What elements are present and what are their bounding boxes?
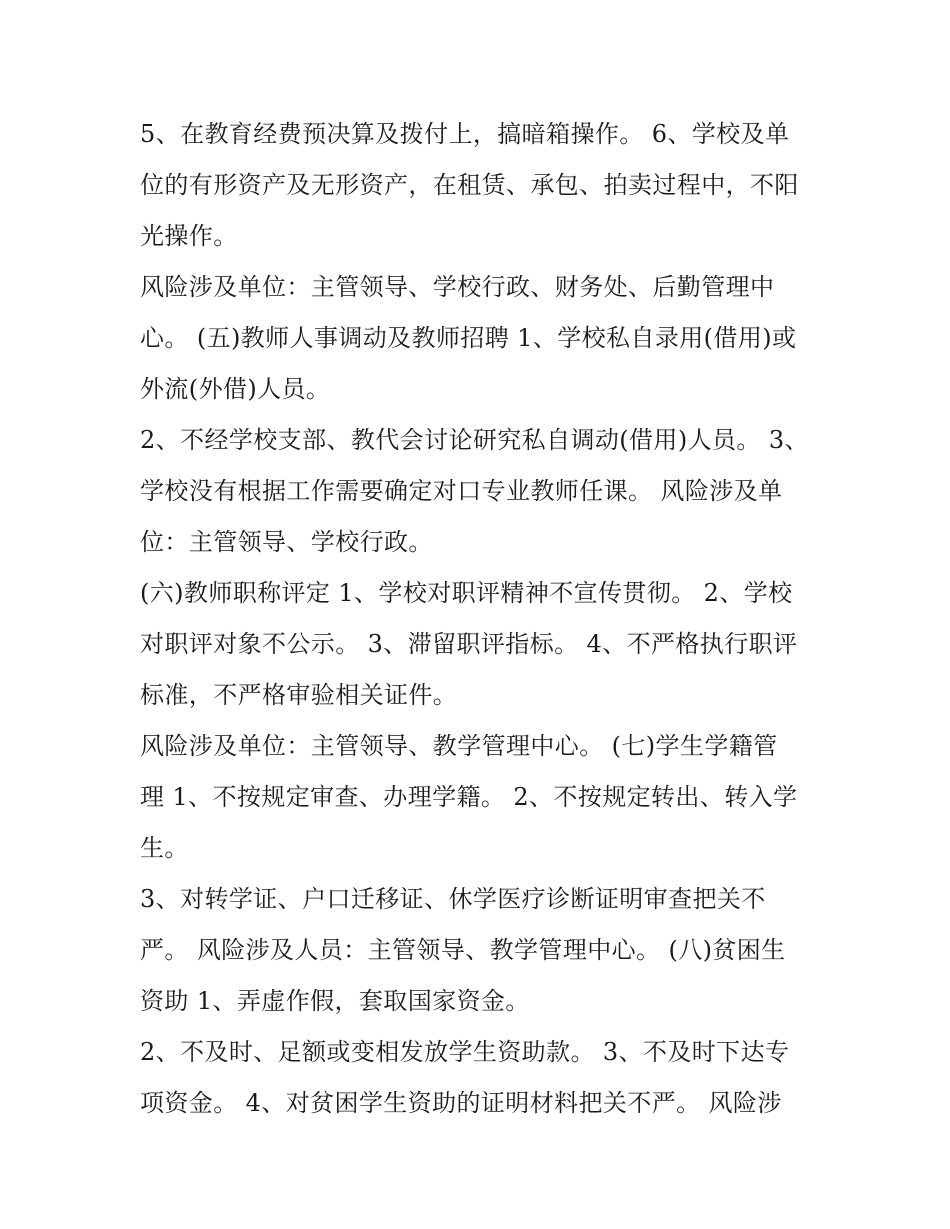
text-line: 学校没有根据工作需要确定对口专业教师任课。 风险涉及单: [140, 477, 783, 505]
text-line: 标准，不严格审验相关证件。: [140, 681, 458, 709]
text-line: 资助 1、弄虚作假，套取国家资金。: [140, 987, 530, 1015]
text-line: 心。 (五)教师人事调动及教师招聘 1、学校私自录用(借用)或: [140, 324, 797, 352]
paragraph-2: [140, 262, 812, 415]
text-line: 风险涉及单位：主管领导、学校行政、财务处、后勤管理中: [140, 273, 775, 301]
text-line: 光操作。: [140, 222, 238, 250]
paragraph-6: [140, 874, 812, 1027]
document-body: [140, 109, 812, 1129]
text-line: 风险涉及单位：主管领导、教学管理中心。 (七)学生学籍管: [140, 732, 778, 760]
paragraph-1: [140, 109, 812, 262]
text-line: 生。: [140, 834, 189, 862]
text-line: 2、不经学校支部、教代会讨论研究私自调动(借用)人员。 3、: [140, 426, 809, 454]
paragraph-3: [140, 415, 812, 568]
paragraph-7: [140, 1027, 812, 1129]
text-line: 理 1、不按规定审查、办理学籍。 2、不按规定转出、转入学: [140, 783, 798, 811]
text-line: 3、对转学证、户口迁移证、休学医疗诊断证明审查把关不: [140, 885, 766, 913]
text-line: 项资金。 4、对贫困学生资助的证明材料把关不严。 风险涉: [140, 1089, 782, 1117]
text-line: 2、不及时、足额或变相发放学生资助款。 3、不及时下达专: [140, 1038, 790, 1066]
paragraph-5: [140, 721, 812, 874]
text-line: 对职评对象不公示。 3、滞留职评指标。 4、不严格执行职评: [140, 630, 798, 658]
text-line: 严。 风险涉及人员：主管领导、教学管理中心。 (八)贫困生: [140, 936, 786, 964]
text-line: 位：主管领导、学校行政。: [140, 528, 433, 556]
text-line: 外流(外借)人员。: [140, 375, 331, 403]
text-line: 位的有形资产及无形资产，在租赁、承包、拍卖过程中，不阳: [140, 171, 799, 199]
paragraph-4: [140, 568, 812, 721]
text-line: (六)教师职称评定 1、学校对职评精神不宣传贯彻。 2、学校: [140, 579, 793, 607]
text-line: 5、在教育经费预决算及拨付上，搞暗箱操作。 6、学校及单: [140, 120, 790, 148]
